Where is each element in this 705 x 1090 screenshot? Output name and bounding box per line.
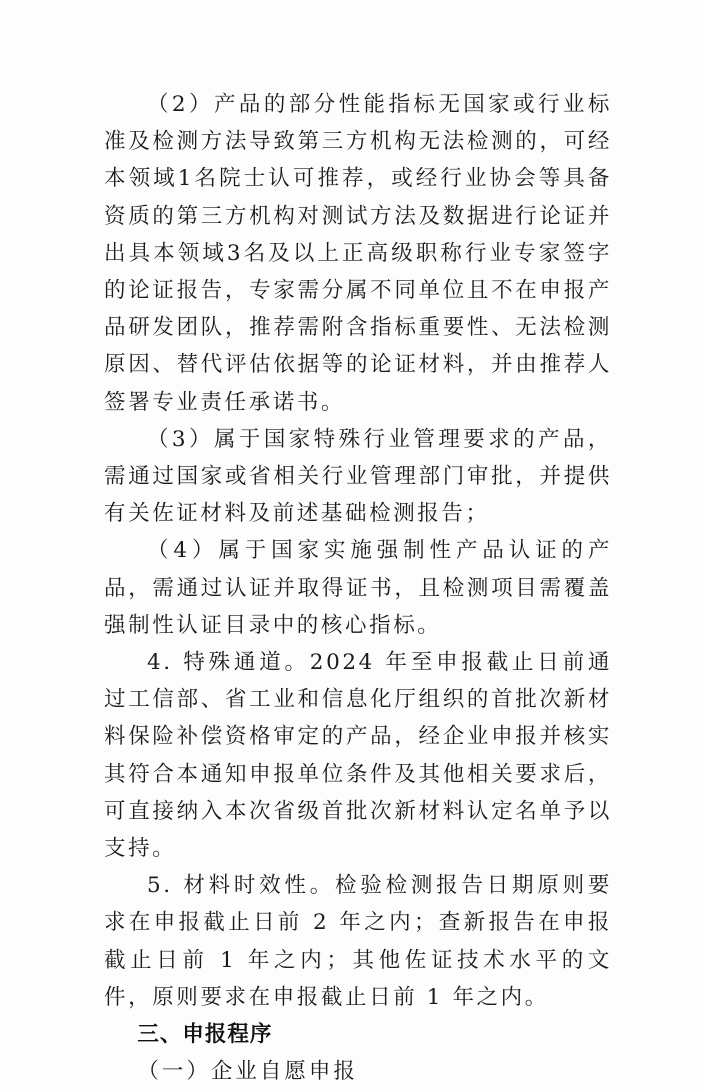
- paragraph-item-4: （4）属于国家实施强制性产品认证的产品，需通过认证并取得证书，且检测项目需覆盖强制性认证目录中的核心指标。: [104, 538, 612, 638]
- paragraph-special-channel: 4. 特殊通道。2024 年至申报截止日前通过工信部、省工业和信息化厅组织的首批次新材料保险补偿资格审定的产品，经企业申报并核实其符合本通知申报单位条件及其他相关要求后，可直接纳入本次省级首批次新材料认定名单予以支持。: [104, 650, 612, 862]
- section-heading: 三、申报程序: [137, 1022, 273, 1048]
- paragraph-material-validity: 5. 材料时效性。检验检测报告日期原则要求在申报截止日前 2 年之内；查新报告在申报截止日前 1 年之内；其他佐证技术水平的文件，原则要求在申报截止日前 1 年之内。: [104, 873, 612, 1010]
- paragraph-item-2: （2）产品的部分性能指标无国家或行业标准及检测方法导致第三方机构无法检测的，可经本领域1名院士认可推荐，或经行业协会等具备资质的第三方机构对测试方法及数据进行论证并出具本领域3名及以上正高级职称行业专家签字的论证报告，专家需分属不同单位且不在申报产品研发团队，推荐需附含指标重要性、无法检测原因、替代评估依据等的论证材料，并由推荐人签署专业责任承诺书。: [104, 92, 612, 415]
- subsection-heading: （一）企业自愿申报: [137, 1059, 358, 1085]
- paragraph-item-3: （3）属于国家特殊行业管理要求的产品，需通过国家或省相关行业管理部门审批，并提供有关佐证材料及前述基础检测报告；: [104, 426, 612, 527]
- document-page: [104, 86, 612, 1090]
